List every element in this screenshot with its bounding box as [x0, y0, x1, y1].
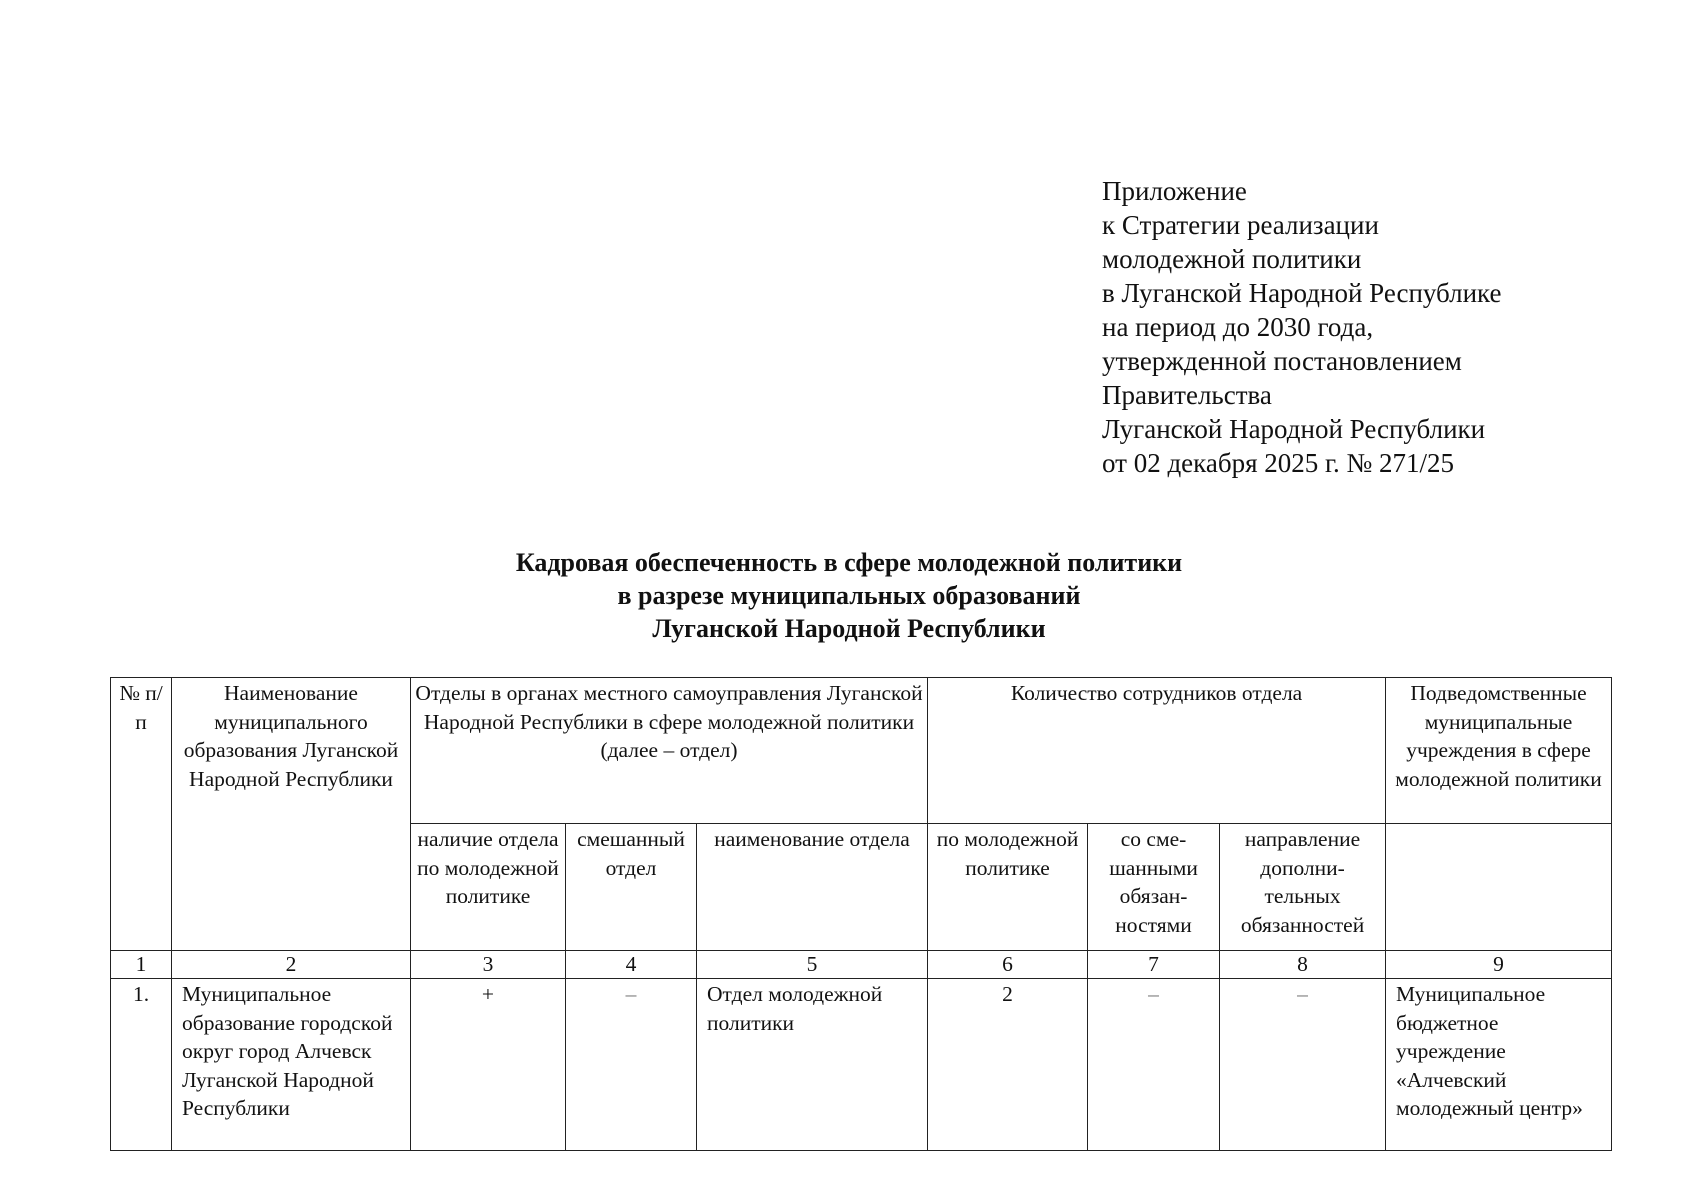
- cell-mixed-duties: –: [1088, 979, 1220, 1151]
- appendix-line: утвержденной постановлением: [1102, 346, 1462, 376]
- subheader-mixed-department: смешанный отдел: [566, 824, 697, 951]
- staffing-table: [110, 677, 1612, 1151]
- column-number: 3: [411, 951, 566, 979]
- appendix-line: молодежной политики: [1102, 244, 1362, 274]
- cell-municipality: Муниципальное образование городской округ город Алчевск Луганской Народной Республики: [172, 979, 411, 1151]
- cell-mixed-department: –: [566, 979, 697, 1151]
- header-staff-count: Количество сотрудников отдела: [928, 678, 1386, 824]
- subheader-mixed-duties: со сме-шанными обязан-ностями: [1088, 824, 1220, 951]
- subheader-extra-duties: направление дополни-тельных обязанностей: [1220, 824, 1386, 951]
- appendix-line: от 02 декабря 2025 г. № 271/25: [1102, 448, 1455, 478]
- column-number-row: [111, 951, 1612, 979]
- column-number: 1: [111, 951, 172, 979]
- cell-subordinate: Муниципальное бюджетное учреждение «Алчевский молодежный центр»: [1386, 979, 1612, 1151]
- appendix-line: Луганской Народной Республики: [1102, 414, 1486, 444]
- title-line: Кадровая обеспеченность в сфере молодежной политики: [515, 548, 1183, 577]
- cell-has-department: +: [411, 979, 566, 1151]
- table-row: [111, 979, 1612, 1151]
- subheader-has-department: наличие отдела по молодежной политике: [411, 824, 566, 951]
- document-title: [0, 546, 1698, 645]
- subheader-empty: [1386, 824, 1612, 951]
- appendix-line: в Луганской Народной Республике: [1102, 278, 1502, 308]
- cell-department-name: Отдел молодежной политики: [697, 979, 928, 1151]
- title-line: Луганской Народной Республики: [652, 614, 1046, 643]
- header-departments: Отделы в органах местного самоуправления Луганской Народной Республики в сфере молодежной политики (далее – отдел): [411, 678, 928, 824]
- column-number: 5: [697, 951, 928, 979]
- column-number: 2: [172, 951, 411, 979]
- appendix-line: Правительства: [1102, 380, 1272, 410]
- subheader-department-name: наименование отдела: [697, 824, 928, 951]
- column-number: 8: [1220, 951, 1386, 979]
- header-subordinate: Подведомственные муниципальные учреждения в сфере молодежной политики: [1386, 678, 1612, 824]
- table-header-row: [111, 678, 1612, 824]
- appendix-line: Приложение: [1102, 176, 1247, 206]
- column-number: 7: [1088, 951, 1220, 979]
- header-num: № п/п: [111, 678, 172, 951]
- appendix-line: к Стратегии реализации: [1102, 210, 1379, 240]
- appendix-note: [1102, 174, 1662, 480]
- cell-num: 1.: [111, 979, 172, 1151]
- column-number: 6: [928, 951, 1088, 979]
- column-number: 9: [1386, 951, 1612, 979]
- header-municipality: Наименование муниципального образования Луганской Народной Республики: [172, 678, 411, 951]
- column-number: 4: [566, 951, 697, 979]
- appendix-line: на период до 2030 года,: [1102, 312, 1374, 342]
- cell-youth-policy: 2: [928, 979, 1088, 1151]
- cell-extra-duties: –: [1220, 979, 1386, 1151]
- title-line: в разрезе муниципальных образований: [617, 581, 1081, 610]
- subheader-youth-policy: по молодежной политике: [928, 824, 1088, 951]
